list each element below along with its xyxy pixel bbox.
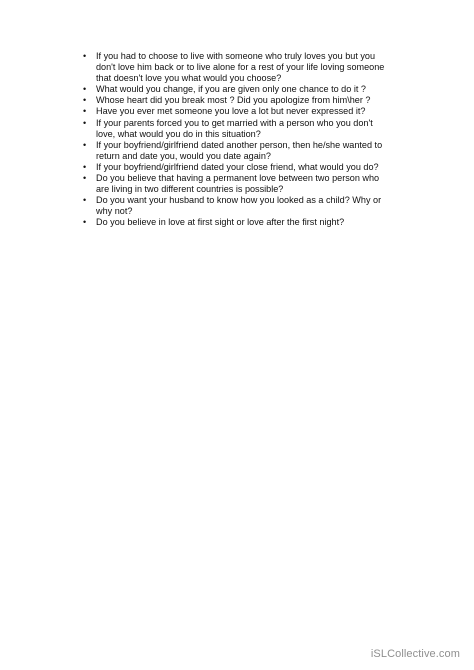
bullet-icon: • <box>83 217 87 228</box>
bullet-icon: • <box>83 106 87 117</box>
question-item <box>80 217 410 228</box>
bullet-icon: • <box>83 161 87 172</box>
question-item <box>80 140 410 162</box>
bullet-icon: • <box>83 84 87 95</box>
question-text: What would you change, if you are given only one chance to do it ? <box>96 84 366 95</box>
question-list <box>80 51 410 229</box>
bullet-icon: • <box>83 173 87 184</box>
question-text: Whose heart did you break most ? Did you apologize from him\her ? <box>96 95 371 106</box>
question-text: If you had to choose to live with someone who truly loves you but you don't love him back or to live alone for a rest of your life loving someone that doesn't love you what would you choose? <box>96 51 385 84</box>
question-item <box>80 173 410 195</box>
question-item <box>80 95 410 106</box>
site-watermark: iSLCollective.com <box>370 648 460 660</box>
question-text: Have you ever met someone you love a lot but never expressed it? <box>96 106 366 117</box>
bullet-icon: • <box>83 195 87 206</box>
bullet-icon: • <box>83 117 87 128</box>
question-text: If your parents forced you to get married with a person who you don't love, what would you do in this situation? <box>96 117 373 139</box>
question-item <box>80 106 410 117</box>
question-text: If your boyfriend/girlfriend dated another person, then he/she wanted to return and date you, would you date again? <box>96 139 383 161</box>
question-text: Do you want your husband to know how you looked as a child? Why or why not? <box>96 195 382 217</box>
question-item <box>80 195 410 217</box>
bullet-icon: • <box>83 139 87 150</box>
question-item <box>80 84 410 95</box>
question-text: Do you believe that having a permanent love between two person who are living in two different countries is possible? <box>96 173 380 195</box>
question-item <box>80 51 410 84</box>
bullet-icon: • <box>83 51 87 61</box>
question-item <box>80 162 410 173</box>
question-text: If your boyfriend/girlfriend dated your close friend, what would you do? <box>96 161 379 172</box>
question-item <box>80 118 410 140</box>
question-text: Do you believe in love at first sight or love after the first night? <box>96 217 345 228</box>
bullet-icon: • <box>83 95 87 106</box>
